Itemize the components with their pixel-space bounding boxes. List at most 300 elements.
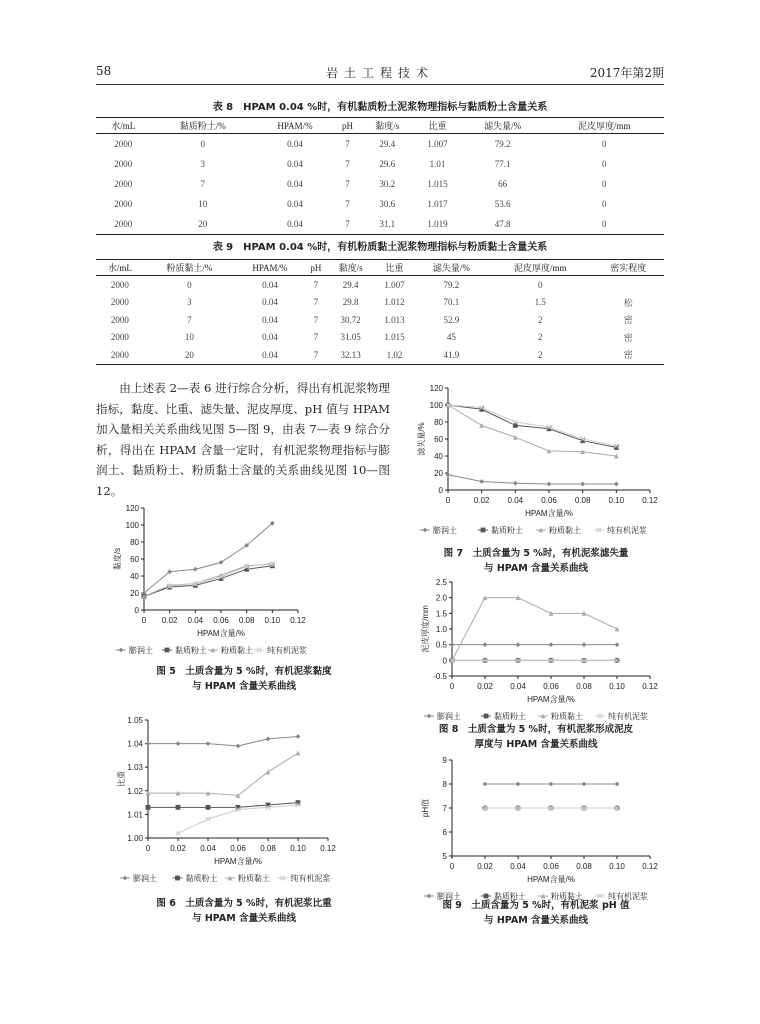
data-point [547,482,552,487]
x-tick-label: 0.08 [576,682,592,691]
y-axis-label: pH值 [421,798,430,818]
figure-7-chart [412,382,662,542]
x-tick-label: 0.02 [473,496,490,505]
y-tick-label: 0 [438,486,443,495]
table8-cell: 7 [345,199,350,209]
legend-label: 纯有机泥浆 [608,712,648,721]
y-tick-label: 1.0 [435,625,447,634]
x-tick-label: 0.04 [507,496,524,505]
table8-cell: 0 [200,139,206,149]
table8-cell: 0.04 [287,199,303,209]
figure-8-caption-line1: 图 8 土质含量为 5 %时，有机泥浆形成泥皮 [438,724,634,735]
series-1 [142,563,275,598]
figure-8-caption [400,722,672,752]
table8-cell: 47.8 [461,214,545,235]
data-point [236,744,241,749]
x-tick-label: 0.02 [170,844,186,853]
table9-cell: 0.04 [262,279,278,290]
series-3 [446,403,619,449]
table8-header-cell: pH [335,118,360,134]
x-tick-label: 0.08 [574,496,591,505]
table8-cell: 2000 [114,159,133,169]
legend-label: 纯有机泥浆 [267,646,307,655]
x-tick-label: 0.08 [238,616,255,625]
table8-cell: 10 [198,199,208,209]
x-tick-label: 0.10 [290,844,306,853]
x-tick-label: 0.06 [213,616,229,625]
x-tick-label: 0.12 [320,844,336,853]
series-line [448,475,616,484]
table8-cell: 0.04 [287,159,303,169]
y-tick-label: 60 [130,555,139,564]
table9-cell: 10 [184,332,194,343]
x-tick-label: 0 [449,862,455,871]
table8-cell: 30.6 [379,199,396,209]
figure-5-caption-line1: 图 5 土质含量为 5 %时，有机泥浆黏度 [156,666,332,677]
table9-cell: 2000 [96,346,144,364]
table8-cell: 79.2 [494,139,511,149]
y-tick-label: 1.01 [127,810,143,820]
data-point [176,831,181,836]
x-axis-label: HPAM含量/% [527,695,575,704]
table8-cell: 29.4 [379,139,396,149]
table8-header-cell: 滤失量/% [461,118,545,134]
data-point [165,648,170,653]
legend-label: 膨润土 [437,712,461,721]
issue-label: 2017年第2期 [589,66,664,80]
legend-label: 粉质黏土 [551,712,583,721]
figure-6-caption-line1: 图 6 土质含量为 5 %时，有机泥浆比重 [156,898,332,909]
data-point [206,805,211,810]
table9-cell: 29.4 [342,279,359,290]
table9-cell: 3 [187,297,192,308]
table9-row [96,294,664,312]
legend-item [254,645,307,655]
data-point [484,714,489,719]
table8-cell: 7 [335,214,360,235]
data-point [266,770,271,775]
table9-cell: 30.72 [340,314,361,325]
table9-cell: 7 [187,314,192,325]
legend-label: 粉质黏土 [221,646,253,655]
data-point [176,805,181,810]
data-point [123,876,128,881]
y-tick-label: -0.5 [433,672,447,681]
journal-title: 岩土工程技术 [325,66,434,80]
data-point [427,714,432,719]
table8 [96,117,664,235]
body-paragraph: 由上述表 2—表 6 进行综合分析，得出有机泥浆物理指标，黏度、比重、滤失量、泥皮厚度、pH 值与 HPAM 加入量相关关系曲线见图 5—图 9，由表 7—表 9 综合分析，得出在 HPAM 含量一定时，有机泥浆物理指标与膨润土、黏质粉土、粉质黏土含量的关系曲线见图 10—图 12。 [96,381,390,498]
table9-cell [592,276,664,294]
y-tick-label: 20 [434,469,443,478]
data-point [483,642,488,647]
series-0 [446,472,619,486]
table9-cell: 29.8 [342,297,359,308]
legend-label: 黏质粉土 [494,712,526,721]
table9-cell: 2000 [110,314,129,325]
series-1 [446,403,619,450]
legend-label: 膨润土 [129,646,153,655]
table9-cell: 45 [446,332,456,343]
figure-6-caption [96,896,392,926]
figure-7-caption [400,546,672,576]
data-point [615,627,620,632]
x-tick-label: 0.04 [510,682,526,691]
x-tick-label: 0 [145,844,151,853]
table8-cell: 2000 [114,199,133,209]
legend-item [538,711,583,721]
y-tick-label: 2.5 [435,578,447,587]
table8-header-cell: 泥皮厚度/mm [545,118,664,134]
table9-cell: 31.05 [340,332,361,343]
y-tick-label: 120 [429,384,443,393]
series-2 [450,595,620,662]
legend-label: 粉质黏土 [238,874,270,883]
chart-svg [412,752,662,901]
y-tick-label: 2.0 [435,593,447,603]
table9-header-cell: 泥皮厚度/mm [488,260,592,276]
y-axis-label: 黏度/s [113,547,122,571]
data-point [516,642,521,647]
figure-7-caption-line2: 与 HPAM 含量关系曲线 [484,563,588,574]
table8-cell: 2000 [114,179,133,189]
table8-cell: 7 [345,179,350,189]
table9-cell: 7 [313,314,319,325]
y-tick-label: 40 [130,572,139,581]
y-tick-label: 100 [125,521,139,530]
table8-row [96,154,664,174]
data-point [549,642,554,647]
table9-cell: 1.015 [384,332,405,343]
y-tick-label: 9 [442,756,447,765]
table8-cell: 2000 [96,214,151,235]
table8-row [96,194,664,214]
table8-cell: 7 [345,139,350,149]
series-2 [146,751,301,798]
x-tick-label: 0.12 [642,862,658,871]
y-tick-label: 80 [130,538,139,547]
table8-cell: 20 [151,214,256,235]
table9-cell: 0.04 [262,297,278,308]
x-tick-label: 0.12 [642,496,658,505]
table8-header-cell: HPAM/% [255,118,335,134]
table9-header-cell: HPAM/% [235,260,305,276]
table8-cell: 0 [602,179,607,189]
legend-item [162,645,207,655]
chart-svg [108,500,308,660]
table8-cell: 30.2 [379,179,396,189]
table9-header-cell: pH [305,260,327,276]
x-axis-label: HPAM含量/% [214,857,262,866]
x-tick-label: 0.10 [609,682,625,691]
y-axis-label: 泥皮厚度/mm [421,605,430,653]
table9-cell: 1.007 [384,279,405,290]
table9-cell: 7 [313,297,319,308]
table8-cell: 0.04 [287,139,303,149]
data-point [582,642,587,647]
table8-cell: 1.015 [427,179,448,189]
series-line [144,523,272,593]
figure-8-caption-line2: 厚度与 HPAM 含量关系曲线 [474,739,598,750]
x-tick-label: 0.08 [260,844,276,853]
x-tick-label: 0.12 [290,616,306,625]
table9-cell: 0 [187,279,192,290]
data-point [193,567,198,572]
legend-item [208,645,253,655]
legend-item [173,873,218,883]
data-point [481,528,486,533]
x-tick-label: 0.10 [608,496,625,505]
data-point [146,805,151,810]
y-tick-label: 5 [442,852,447,861]
table9-cell: 1.02 [374,346,414,364]
x-axis-label: HPAM含量/% [197,629,245,638]
table9-cell: 7 [313,332,319,343]
table8-cell: 3 [200,159,206,169]
legend-label: 黏质粉土 [185,874,218,883]
table9-header-cell: 粉质黏土/% [144,260,235,276]
table8-cell: 29.6 [379,159,396,169]
legend-label: 黏质粉土 [491,526,523,535]
table9-cell: 松 [623,297,633,308]
table8-cell: 31.1 [360,214,415,235]
y-tick-label: 80 [434,418,443,427]
table9-cell: 2 [538,314,543,325]
x-tick-label: 0 [445,496,451,505]
table9-cell: 密 [592,346,664,364]
table9-cell: 0.04 [262,332,278,343]
data-point [296,734,301,739]
table8-cell: 53.6 [494,199,511,209]
series-0 [142,521,275,596]
y-tick-label: 8 [442,780,447,789]
legend-label: 粉质黏土 [551,892,583,901]
legend-label: 黏质粉土 [175,646,207,655]
running-header [96,64,664,82]
y-tick-label: 0 [134,606,139,615]
series-line [148,753,298,795]
data-point [615,782,620,787]
y-tick-label: 6 [442,828,447,837]
x-tick-label: 0.02 [477,682,493,691]
figure-5-caption [96,664,392,694]
y-tick-label: 1.00 [127,834,143,843]
data-point [175,876,180,881]
table8-row [96,134,664,155]
legend-item [595,711,648,721]
table8-cell: 0 [602,159,607,169]
x-tick-label: 0.10 [264,616,281,625]
x-tick-label: 0.06 [230,844,246,853]
legend-item [478,525,523,535]
table8-header-cell: 黏度/s [360,118,415,134]
figure-9-caption-line2: 与 HPAM 含量关系曲线 [484,915,588,926]
series-0 [146,734,301,748]
y-tick-label: 120 [125,504,139,513]
data-point [513,481,518,486]
y-tick-label: 1.5 [435,609,447,619]
y-axis-label: 滤失量/% [417,422,426,456]
y-tick-label: 100 [429,401,443,410]
legend-item [116,645,153,655]
x-tick-label: 0.10 [609,862,625,871]
data-point [582,782,587,787]
legend-label: 粉质黏土 [549,526,581,535]
data-point [549,782,554,787]
y-axis-label: 比重 [117,771,126,787]
data-point [516,782,521,787]
table8-cell: 77.1 [494,159,511,169]
legend-label: 纯有机泥浆 [607,526,647,535]
series-0 [450,642,620,647]
legend-item [594,525,647,535]
chart-svg [412,576,662,720]
table8-row [96,214,664,235]
legend-item [420,525,457,535]
data-point [614,482,619,487]
x-tick-label: 0 [449,682,455,691]
table9-cell: 32.13 [327,346,375,364]
x-tick-label: 0.02 [161,616,178,625]
data-point [513,435,518,440]
table9-cell: 2000 [110,332,129,343]
y-tick-label: 7 [442,804,447,813]
chart-svg [412,382,662,542]
table8-cell: 0 [602,139,607,149]
figure-8-chart [412,576,662,720]
table9-cell: 1.013 [384,314,405,325]
table8-cell: 1.017 [427,199,448,209]
legend-label: 纯有机泥浆 [290,874,331,883]
legend-item [120,873,157,883]
series-0 [483,782,620,787]
table9-cell: 7 [313,279,319,290]
x-tick-label: 0.06 [543,862,559,871]
x-tick-label: 0 [141,616,147,625]
table9-row [96,311,664,329]
legend-item [424,711,461,721]
table9-cell: 41.9 [415,346,488,364]
page-number: 58 [96,64,112,78]
table9-caption: 表 9 HPAM 0.04 %时，有机粉质黏土泥浆物理指标与粉质黏土含量关系 [212,242,548,253]
table9-row [96,329,664,347]
y-tick-label: 1.03 [127,763,143,773]
table9-cell: 7 [305,346,327,364]
data-point [146,741,151,746]
figure-6-caption-line2: 与 HPAM 含量关系曲线 [192,913,296,924]
x-tick-label: 0.08 [576,862,592,871]
table8-cell: 0.04 [255,214,335,235]
data-point [615,642,620,647]
figure-6-chart [108,712,338,892]
series-line [144,566,272,597]
x-tick-label: 0.06 [543,682,559,691]
table9-cell: 1.5 [534,297,546,308]
table8-cell: 2000 [114,139,133,149]
series-3 [450,658,620,663]
table8-cell: 7 [345,159,350,169]
table9-header-cell: 黏度/s [327,260,375,276]
data-point [450,642,455,647]
x-tick-label: 0.04 [510,862,526,871]
table9-cell: 0 [538,279,543,290]
x-tick-label: 0.02 [477,862,493,871]
table8-cell: 1.007 [427,139,448,149]
data-point [479,423,484,428]
table8-cell: 0.04 [287,179,303,189]
table9-cell: 2 [488,346,592,364]
legend-item [278,873,331,883]
y-tick-label: 1.04 [127,739,143,749]
x-tick-label: 0.04 [200,844,216,853]
data-point [266,736,271,741]
data-point [483,782,488,787]
table9-header-cell: 滤失量/% [415,260,488,276]
x-tick-label: 0.06 [541,496,557,505]
chart-svg [108,712,338,892]
table9-header-cell: 水/mL [96,260,144,276]
data-point [119,648,124,653]
table9-cell: 20 [144,346,235,364]
table9-cell: 0.04 [235,346,305,364]
table8-header-cell: 水/mL [96,118,151,134]
figure-9-caption [400,898,672,928]
table8-cell: 0 [602,199,607,209]
table8-caption: 表 8 HPAM 0.04 %时，有机黏质粉土泥浆物理指标与黏质粉土含量关系 [212,102,548,113]
x-axis-label: HPAM含量/% [525,509,573,518]
figure-9-caption-line1: 图 9 土质含量为 5 %时，有机泥浆 pH 值 [442,900,630,911]
table9-cell: 2 [538,332,543,343]
table8-header-cell: 黏质粉土/% [151,118,256,134]
table9-cell: 70.1 [443,297,460,308]
table9-cell: 79.2 [443,279,460,290]
table9-header-cell: 比重 [374,260,414,276]
y-tick-label: 1.02 [127,786,143,796]
y-tick-label: 1.05 [127,716,143,725]
y-tick-label: 0 [442,656,447,666]
series-line [448,405,616,456]
table9-cell: 52.9 [443,314,460,325]
table8-cell: 1.01 [429,159,446,169]
table9-cell: 密 [623,315,633,326]
table8-cell: 66 [498,179,508,189]
data-point [296,751,301,756]
series-1 [146,800,301,810]
table9-cell: 2000 [110,297,129,308]
legend-item [225,873,270,883]
legend-item [481,711,526,721]
series-2 [446,403,619,459]
data-point [176,741,181,746]
table8-cell: 0 [545,214,664,235]
figure-5-chart [108,500,308,660]
data-point [479,479,484,484]
y-tick-label: 60 [434,435,443,444]
data-point [206,741,211,746]
x-axis-label: HPAM含量/% [527,875,575,884]
series-line [448,405,616,446]
figure-7-caption-line1: 图 7 土质含量为 5 %时，有机泥浆滤失量 [443,548,629,559]
data-point [206,817,211,822]
figure-9-chart [412,752,662,901]
legend-label: 膨润土 [133,874,157,883]
table8-cell: 7 [200,179,206,189]
x-tick-label: 0.04 [187,616,204,625]
series-line [148,737,298,746]
table9 [96,259,664,365]
data-point [580,482,585,487]
y-tick-label: 20 [130,589,139,598]
